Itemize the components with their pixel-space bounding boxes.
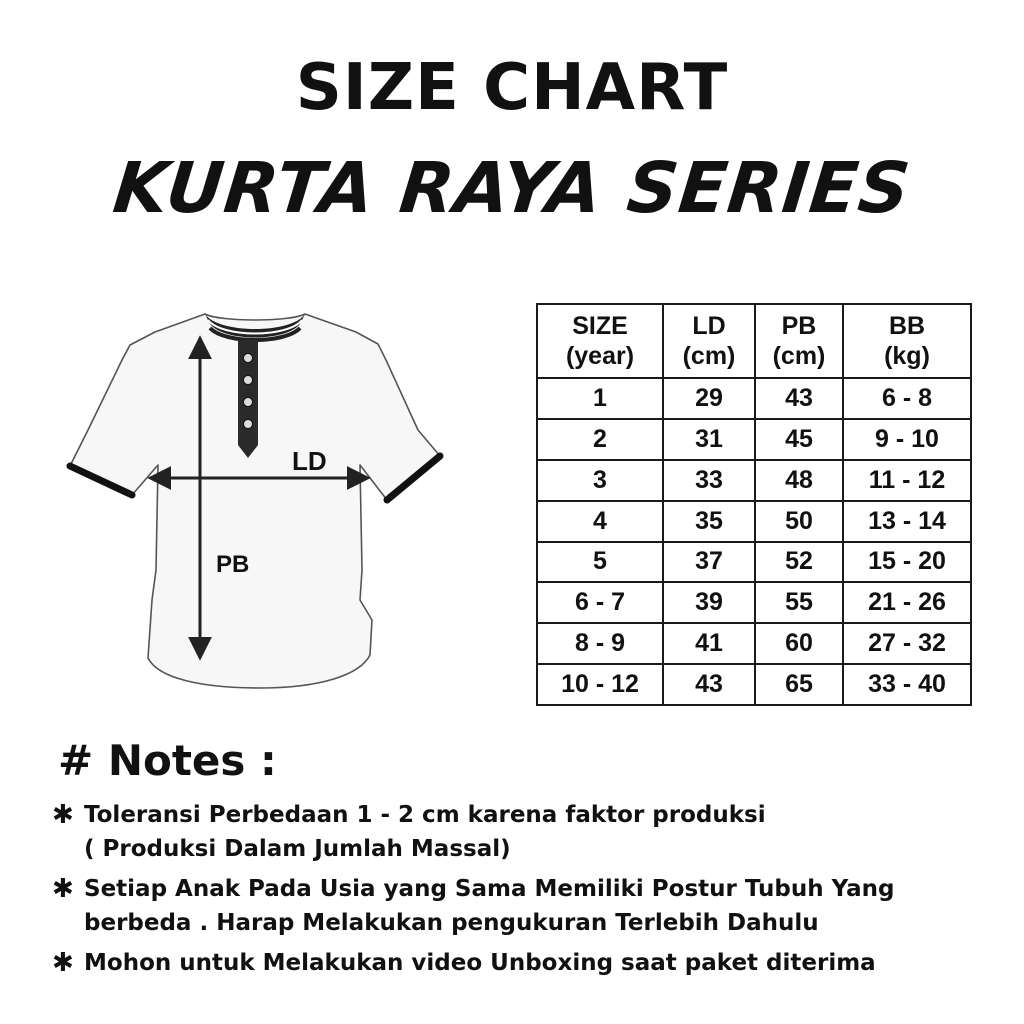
cell-bb: 13 - 14 — [843, 501, 971, 542]
column-header-pb — [755, 304, 843, 378]
asterisk-bullet-icon: ✱ — [52, 948, 74, 978]
cell-bb: 11 - 12 — [843, 460, 971, 501]
table-row — [537, 623, 971, 664]
cell-size: 6 - 7 — [537, 582, 663, 623]
cell-ld: 31 — [663, 419, 755, 460]
cell-ld: 29 — [663, 378, 755, 419]
table-row — [537, 378, 971, 419]
cell-size: 8 - 9 — [537, 623, 663, 664]
page-subtitle: KURTA RAYA SERIES — [109, 147, 915, 229]
cell-size: 2 — [537, 419, 663, 460]
header-unit: (kg) — [884, 342, 930, 370]
notes-title: # Notes : — [58, 736, 277, 785]
header-unit: (cm) — [682, 342, 736, 370]
cell-pb: 43 — [755, 378, 843, 419]
table-row — [537, 460, 971, 501]
cell-size: 5 — [537, 542, 663, 583]
cell-pb: 48 — [755, 460, 843, 501]
cell-size: 10 - 12 — [537, 664, 663, 705]
cell-bb: 27 - 32 — [843, 623, 971, 664]
table-row — [537, 501, 971, 542]
table-row — [537, 542, 971, 583]
note-item — [50, 946, 1010, 980]
cell-ld: 37 — [663, 542, 755, 583]
note-line: berbeda . Harap Melakukan pengukuran Terlebih Dahulu — [84, 910, 819, 936]
page-title: SIZE CHART — [295, 51, 729, 125]
note-line: Toleransi Perbedaan 1 - 2 cm karena faktor produksi — [84, 802, 766, 828]
header-unit: (cm) — [772, 342, 826, 370]
cell-pb: 52 — [755, 542, 843, 583]
cell-bb: 9 - 10 — [843, 419, 971, 460]
size-table — [536, 303, 972, 706]
table-row — [537, 419, 971, 460]
table-row — [537, 582, 971, 623]
cell-size: 4 — [537, 501, 663, 542]
cell-size: 3 — [537, 460, 663, 501]
header-label: PB — [781, 312, 817, 340]
header-label: BB — [888, 312, 926, 340]
cell-size: 1 — [537, 378, 663, 419]
cell-ld: 41 — [663, 623, 755, 664]
kurta-shirt-icon — [60, 300, 460, 710]
note-line: ( Produksi Dalam Jumlah Massal) — [84, 836, 511, 862]
cell-ld: 33 — [663, 460, 755, 501]
pb-label: PB — [216, 551, 250, 578]
column-header-bb — [843, 304, 971, 378]
ld-label: LD — [292, 446, 327, 476]
cell-pb: 45 — [755, 419, 843, 460]
header-label: SIZE — [572, 312, 628, 340]
header-label: LD — [692, 312, 726, 340]
asterisk-bullet-icon: ✱ — [52, 874, 74, 904]
cell-pb: 55 — [755, 582, 843, 623]
column-header-size — [537, 304, 663, 378]
header-unit: (year) — [565, 342, 635, 370]
table-header-row — [537, 304, 971, 378]
cell-bb: 33 - 40 — [843, 664, 971, 705]
cell-bb: 21 - 26 — [843, 582, 971, 623]
note-item — [50, 872, 1010, 940]
cell-ld: 39 — [663, 582, 755, 623]
cell-pb: 60 — [755, 623, 843, 664]
notes-list — [50, 798, 1010, 986]
note-item — [50, 798, 1010, 866]
table-row — [537, 664, 971, 705]
cell-ld: 35 — [663, 501, 755, 542]
cell-pb: 50 — [755, 501, 843, 542]
cell-ld: 43 — [663, 664, 755, 705]
column-header-ld — [663, 304, 755, 378]
cell-bb: 6 - 8 — [843, 378, 971, 419]
asterisk-bullet-icon: ✱ — [52, 800, 74, 830]
placket — [238, 340, 258, 458]
cell-pb: 65 — [755, 664, 843, 705]
note-line: Setiap Anak Pada Usia yang Sama Memiliki Postur Tubuh Yang — [84, 876, 895, 902]
cell-bb: 15 - 20 — [843, 542, 971, 583]
note-line: Mohon untuk Melakukan video Unboxing saat paket diterima — [84, 950, 876, 976]
